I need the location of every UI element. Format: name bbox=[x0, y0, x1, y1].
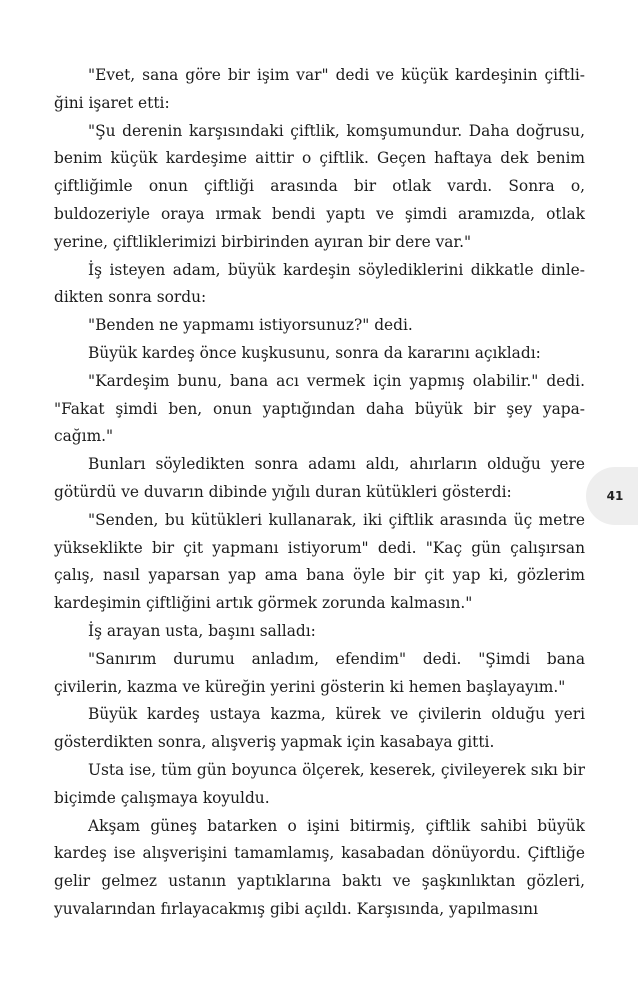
paragraph-last: Akşam güneş batarken o işini bitirmiş, çiftlik sahibi büyük kardeş ise alışverişini tamamlamış, kasabadan dönüyordu. Çiftliğe gelir gelmez ustanın yaptıklarına baktı ve şaşkınlıktan gözleri, yuvalarından fırlayacakmış gibi açıldı. Karşısında, yapılmasını bbox=[54, 816, 585, 918]
paragraph: Büyük kardeş ustaya kazma, kürek ve çivilerin olduğu yeri gösterdikten sonra, alışveriş yapmak için kasabaya gitti. bbox=[54, 705, 585, 752]
paragraph: "Benden ne yapmamı istiyorsunuz?" dedi. bbox=[88, 316, 413, 335]
paragraph: Bunları söyledikten sonra adamı aldı, ahırların olduğu yere götürdü ve duvarın dibinde yığılı duran kütükleri gösterdi: bbox=[54, 455, 585, 501]
paragraph: Büyük kardeş önce kuşkusunu, sonra da kararını açıkladı: bbox=[88, 343, 541, 362]
paragraph: İş arayan usta, başını salladı: bbox=[88, 621, 316, 640]
paragraph: "Sanırım durumu anladım, efendim" dedi. "Şimdi bana çivilerin, kazma ve küreğin yerini gösterin ki hemen başlayayım." bbox=[54, 649, 585, 696]
page-number-tab bbox=[586, 467, 638, 525]
book-page-text bbox=[54, 62, 585, 924]
paragraph: "Evet, sana göre bir işim var" dedi ve küçük kardeşinin çiftliğini işaret etti: bbox=[54, 66, 585, 112]
paragraph: Usta ise, tüm gün boyunca ölçerek, keserek, çivileyerek sıkı bir biçimde çalışmaya koyuldu. bbox=[54, 760, 585, 807]
paragraph: İş isteyen adam, büyük kardeşin söylediklerini dikkatle dinledikten sonra sordu: bbox=[54, 260, 585, 307]
paragraph: "Senden, bu kütükleri kullanarak, iki çiftlik arasında üç metre yükseklikte bir çit yapmanı istiyorum" dedi. "Kaç gün çalışırsan çalış, nasıl yaparsan yap ama bana öyle bir çit yap ki, gözlerim kardeşimin çiftliğini artık görmek zorunda kalmasın." bbox=[54, 510, 585, 613]
paragraph: "Şu derenin karşısındaki çiftlik, komşumundur. Daha doğrusu, benim küçük kardeşime aittir o çiftlik. Geçen haftaya dek benim çiftliğimle onun çiftliği arasında bir otlak vardı. Sonra o, buldozeriyle oraya ırmak bendi yaptı ve şimdi aramızda, otlak yerine, çiftliklerimizi birbirinden ayıran bir dere var." bbox=[54, 121, 585, 251]
page-number: 41 bbox=[606, 489, 624, 503]
paragraph: "Kardeşim bunu, bana acı vermek için yapmış olabilir." dedi. "Fakat şimdi ben, onun yaptığından daha büyük bir şey yapacağım." bbox=[54, 371, 585, 446]
